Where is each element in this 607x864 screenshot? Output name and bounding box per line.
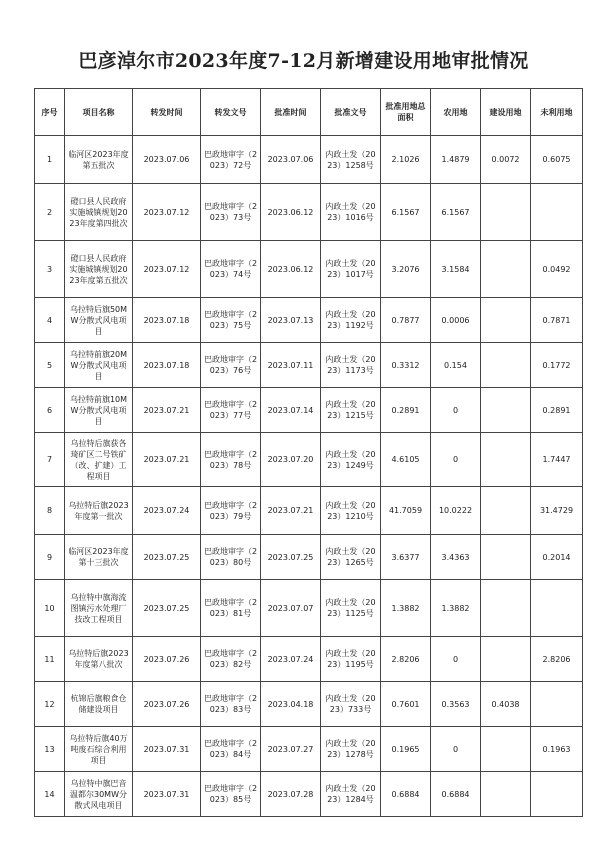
header-col-approval-doc: 批准文号	[321, 89, 381, 136]
cell-col-seq: 4	[35, 298, 65, 343]
cell-col-forward-date: 2023.07.18	[133, 343, 201, 388]
cell-col-construction-land	[481, 184, 531, 241]
table-row	[35, 580, 583, 637]
header-col-construction-land: 建设用地	[481, 89, 531, 136]
cell-col-approval-doc: 内政土发（2023）1258号	[321, 136, 381, 184]
cell-col-farmland: 0.0006	[431, 298, 481, 343]
cell-col-approval-doc: 内政土发（2023）1249号	[321, 433, 381, 487]
cell-col-seq: 1	[35, 136, 65, 184]
cell-col-project-name: 临河区2023年度第五批次	[65, 136, 133, 184]
cell-col-approval-date: 2023.06.12	[261, 241, 321, 298]
cell-col-construction-land	[481, 535, 531, 580]
cell-col-total-area: 0.1965	[381, 727, 431, 772]
cell-col-approval-date: 2023.07.14	[261, 388, 321, 433]
table-row	[35, 241, 583, 298]
cell-col-seq: 2	[35, 184, 65, 241]
table-row	[35, 535, 583, 580]
cell-col-unused-land: 1.7447	[531, 433, 583, 487]
cell-col-unused-land: 0.2014	[531, 535, 583, 580]
cell-col-project-name: 乌拉特后旗50MW分散式风电项目	[65, 298, 133, 343]
cell-col-construction-land	[481, 727, 531, 772]
cell-col-unused-land: 0.2891	[531, 388, 583, 433]
cell-col-approval-doc: 内政土发（2023）1278号	[321, 727, 381, 772]
cell-col-forward-doc: 巴政地审字（2023）75号	[201, 298, 261, 343]
cell-col-forward-doc: 巴政地审字（2023）81号	[201, 580, 261, 637]
cell-col-construction-land	[481, 298, 531, 343]
cell-col-approval-doc: 内政土发（2023）1215号	[321, 388, 381, 433]
cell-col-unused-land	[531, 772, 583, 817]
cell-col-forward-date: 2023.07.24	[133, 487, 201, 535]
cell-col-farmland: 1.4879	[431, 136, 481, 184]
table-row	[35, 298, 583, 343]
cell-col-forward-date: 2023.07.21	[133, 433, 201, 487]
cell-col-project-name: 乌拉特中旗海流图镇污水处理厂技改工程项目	[65, 580, 133, 637]
cell-col-unused-land: 31.4729	[531, 487, 583, 535]
cell-col-project-name: 乌拉特中旗巴音温都尔30MW分散式风电项目	[65, 772, 133, 817]
cell-col-approval-date: 2023.07.20	[261, 433, 321, 487]
cell-col-total-area: 0.3312	[381, 343, 431, 388]
cell-col-approval-doc: 内政土发（2023）733号	[321, 682, 381, 727]
cell-col-forward-date: 2023.07.06	[133, 136, 201, 184]
cell-col-farmland: 3.4363	[431, 535, 481, 580]
table-body	[35, 136, 583, 817]
cell-col-construction-land	[481, 637, 531, 682]
header-col-project-name: 项目名称	[65, 89, 133, 136]
cell-col-construction-land	[481, 433, 531, 487]
cell-col-total-area: 1.3882	[381, 580, 431, 637]
cell-col-project-name: 杭锦后旗粮食仓储建设项目	[65, 682, 133, 727]
cell-col-seq: 8	[35, 487, 65, 535]
cell-col-unused-land: 0.6075	[531, 136, 583, 184]
cell-col-total-area: 2.1026	[381, 136, 431, 184]
cell-col-forward-doc: 巴政地审字（2023）77号	[201, 388, 261, 433]
cell-col-farmland: 1.3882	[431, 580, 481, 637]
table-row	[35, 487, 583, 535]
cell-col-seq: 10	[35, 580, 65, 637]
cell-col-forward-date: 2023.07.12	[133, 184, 201, 241]
cell-col-total-area: 0.6884	[381, 772, 431, 817]
cell-col-farmland: 10.0222	[431, 487, 481, 535]
cell-col-total-area: 0.7877	[381, 298, 431, 343]
approval-table	[34, 88, 583, 817]
cell-col-approval-date: 2023.07.24	[261, 637, 321, 682]
cell-col-seq: 5	[35, 343, 65, 388]
cell-col-forward-date: 2023.07.25	[133, 580, 201, 637]
header-col-farmland: 农用地	[431, 89, 481, 136]
cell-col-forward-doc: 巴政地审字（2023）72号	[201, 136, 261, 184]
cell-col-seq: 11	[35, 637, 65, 682]
cell-col-approval-doc: 内政土发（2023）1284号	[321, 772, 381, 817]
document-title: 巴彦淖尔市2023年度7-12月新增建设用地审批情况	[78, 50, 529, 72]
cell-col-forward-doc: 巴政地审字（2023）79号	[201, 487, 261, 535]
cell-col-farmland: 0.6884	[431, 772, 481, 817]
cell-col-forward-date: 2023.07.26	[133, 682, 201, 727]
cell-col-forward-date: 2023.07.26	[133, 637, 201, 682]
cell-col-construction-land	[481, 343, 531, 388]
cell-col-construction-land	[481, 580, 531, 637]
cell-col-total-area: 3.6377	[381, 535, 431, 580]
cell-col-unused-land: 0.1772	[531, 343, 583, 388]
cell-col-unused-land: 2.8206	[531, 637, 583, 682]
cell-col-forward-doc: 巴政地审字（2023）82号	[201, 637, 261, 682]
cell-col-seq: 3	[35, 241, 65, 298]
cell-col-total-area: 0.7601	[381, 682, 431, 727]
cell-col-unused-land	[531, 682, 583, 727]
header-col-unused-land: 未利用地	[531, 89, 583, 136]
cell-col-construction-land	[481, 772, 531, 817]
cell-col-project-name: 乌拉特后旗40万吨废石综合利用项目	[65, 727, 133, 772]
table-row	[35, 433, 583, 487]
cell-col-farmland: 0	[431, 433, 481, 487]
header-col-forward-doc: 转发文号	[201, 89, 261, 136]
cell-col-forward-doc: 巴政地审字（2023）84号	[201, 727, 261, 772]
cell-col-total-area: 0.2891	[381, 388, 431, 433]
cell-col-construction-land	[481, 388, 531, 433]
cell-col-farmland: 0.154	[431, 343, 481, 388]
cell-col-farmland: 0	[431, 388, 481, 433]
cell-col-project-name: 乌拉特后旗2023年度第一批次	[65, 487, 133, 535]
cell-col-seq: 14	[35, 772, 65, 817]
cell-col-project-name: 乌拉特前旗10MW分散式风电项目	[65, 388, 133, 433]
cell-col-farmland: 0	[431, 637, 481, 682]
cell-col-forward-date: 2023.07.12	[133, 241, 201, 298]
cell-col-approval-date: 2023.07.25	[261, 535, 321, 580]
cell-col-project-name: 乌拉特后旗2023年度第八批次	[65, 637, 133, 682]
cell-col-project-name: 磴口县人民政府实施城镇规划2023年度第五批次	[65, 241, 133, 298]
cell-col-approval-doc: 内政土发（2023）1173号	[321, 343, 381, 388]
cell-col-approval-date: 2023.07.13	[261, 298, 321, 343]
table-header-row	[35, 89, 583, 136]
cell-col-unused-land: 0.7871	[531, 298, 583, 343]
table-row	[35, 388, 583, 433]
cell-col-construction-land	[481, 241, 531, 298]
cell-col-forward-doc: 巴政地审字（2023）83号	[201, 682, 261, 727]
cell-col-approval-date: 2023.07.28	[261, 772, 321, 817]
cell-col-unused-land	[531, 184, 583, 241]
header-col-seq: 序号	[35, 89, 65, 136]
cell-col-forward-doc: 巴政地审字（2023）74号	[201, 241, 261, 298]
cell-col-forward-doc: 巴政地审字（2023）73号	[201, 184, 261, 241]
cell-col-approval-date: 2023.07.27	[261, 727, 321, 772]
header-col-total-area: 批准用地总面积	[381, 89, 431, 136]
cell-col-total-area: 4.6105	[381, 433, 431, 487]
cell-col-approval-doc: 内政土发（2023）1210号	[321, 487, 381, 535]
cell-col-seq: 7	[35, 433, 65, 487]
table-row	[35, 682, 583, 727]
cell-col-total-area: 41.7059	[381, 487, 431, 535]
cell-col-approval-date: 2023.07.21	[261, 487, 321, 535]
table-row	[35, 343, 583, 388]
cell-col-farmland: 0	[431, 727, 481, 772]
cell-col-forward-date: 2023.07.21	[133, 388, 201, 433]
cell-col-farmland: 3.1584	[431, 241, 481, 298]
cell-col-project-name: 乌拉特后旗获各琦矿区二号铁矿（改、扩建）工程项目	[65, 433, 133, 487]
cell-col-project-name: 乌拉特前旗20MW分散式风电项目	[65, 343, 133, 388]
cell-col-approval-date: 2023.07.06	[261, 136, 321, 184]
table-row	[35, 637, 583, 682]
cell-col-approval-date: 2023.04.18	[261, 682, 321, 727]
cell-col-forward-doc: 巴政地审字（2023）80号	[201, 535, 261, 580]
header-col-approval-date: 批准时间	[261, 89, 321, 136]
cell-col-total-area: 6.1567	[381, 184, 431, 241]
cell-col-seq: 12	[35, 682, 65, 727]
cell-col-approval-doc: 内政土发（2023）1125号	[321, 580, 381, 637]
table-row	[35, 184, 583, 241]
cell-col-approval-date: 2023.07.11	[261, 343, 321, 388]
cell-col-approval-date: 2023.07.07	[261, 580, 321, 637]
cell-col-forward-date: 2023.07.18	[133, 298, 201, 343]
cell-col-total-area: 3.2076	[381, 241, 431, 298]
cell-col-approval-doc: 内政土发（2023）1265号	[321, 535, 381, 580]
cell-col-approval-doc: 内政土发（2023）1192号	[321, 298, 381, 343]
header-col-forward-date: 转发时间	[133, 89, 201, 136]
cell-col-construction-land	[481, 487, 531, 535]
cell-col-project-name: 临河区2023年度第十三批次	[65, 535, 133, 580]
cell-col-seq: 6	[35, 388, 65, 433]
cell-col-farmland: 6.1567	[431, 184, 481, 241]
table-row	[35, 772, 583, 817]
cell-col-seq: 13	[35, 727, 65, 772]
cell-col-approval-date: 2023.06.12	[261, 184, 321, 241]
cell-col-approval-doc: 内政土发（2023）1016号	[321, 184, 381, 241]
cell-col-forward-date: 2023.07.25	[133, 535, 201, 580]
cell-col-forward-doc: 巴政地审字（2023）85号	[201, 772, 261, 817]
cell-col-farmland: 0.3563	[431, 682, 481, 727]
table-row	[35, 136, 583, 184]
cell-col-forward-doc: 巴政地审字（2023）76号	[201, 343, 261, 388]
cell-col-unused-land: 0.1963	[531, 727, 583, 772]
cell-col-unused-land	[531, 580, 583, 637]
cell-col-approval-doc: 内政土发（2023）1195号	[321, 637, 381, 682]
cell-col-forward-doc: 巴政地审字（2023）78号	[201, 433, 261, 487]
cell-col-forward-date: 2023.07.31	[133, 772, 201, 817]
cell-col-seq: 9	[35, 535, 65, 580]
cell-col-approval-doc: 内政土发（2023）1017号	[321, 241, 381, 298]
cell-col-unused-land: 0.0492	[531, 241, 583, 298]
cell-col-construction-land: 0.0072	[481, 136, 531, 184]
cell-col-forward-date: 2023.07.31	[133, 727, 201, 772]
cell-col-project-name: 磴口县人民政府实施城镇规划2023年度第四批次	[65, 184, 133, 241]
cell-col-total-area: 2.8206	[381, 637, 431, 682]
table-row	[35, 727, 583, 772]
cell-col-construction-land: 0.4038	[481, 682, 531, 727]
